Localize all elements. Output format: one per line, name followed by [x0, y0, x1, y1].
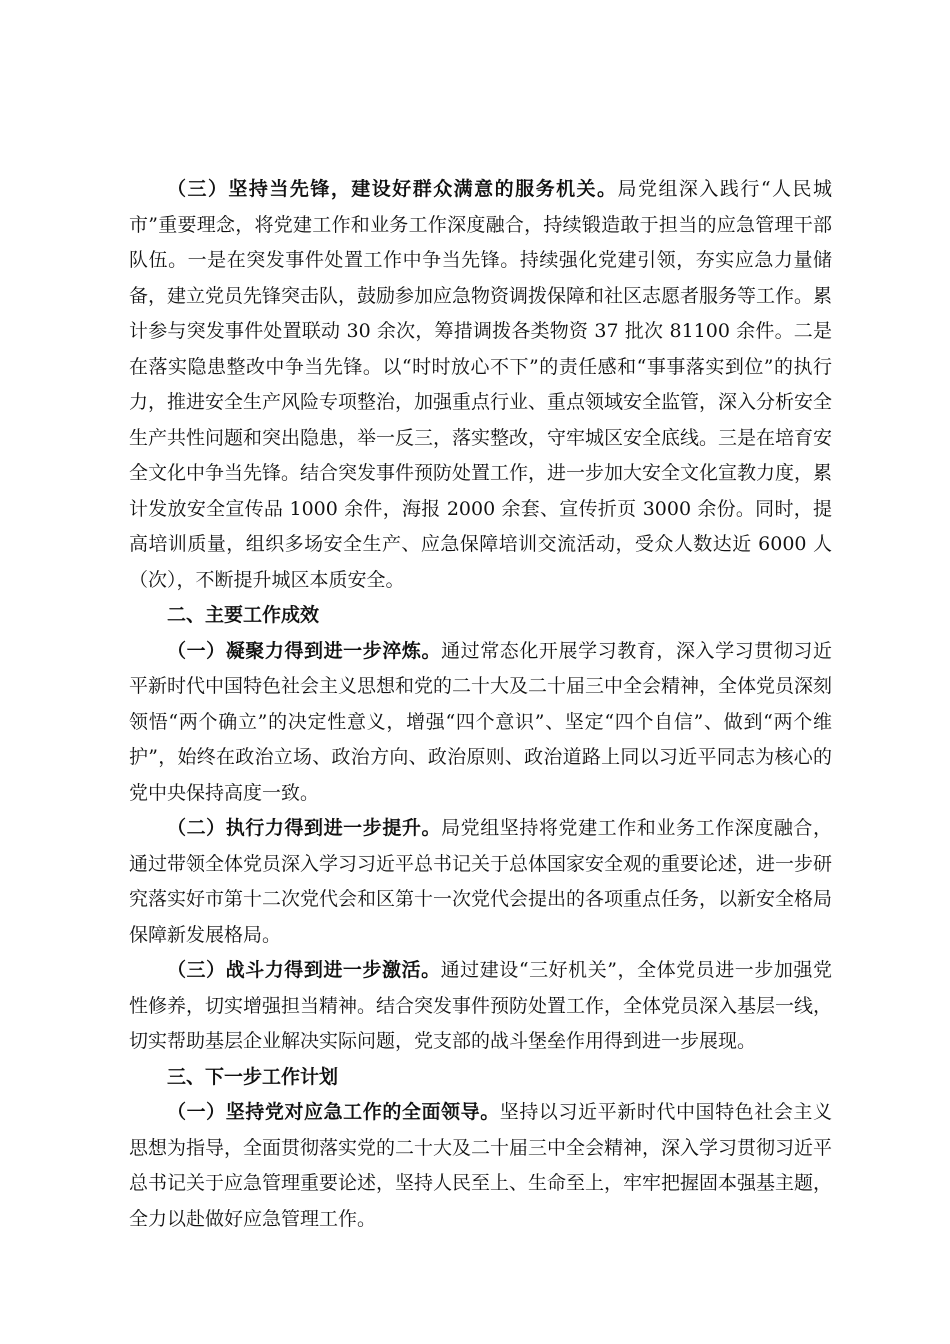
paragraph-lead: （二）执行力得到进一步提升。 — [167, 817, 442, 839]
paragraph-lead: （一）凝聚力得到进一步淬炼。 — [167, 639, 442, 662]
paragraph-party-leadership — [129, 1095, 832, 1237]
paragraph-text: 通过常态化开展学习教育，深入学习贯彻习近平新时代中国特色社会主义思想和党的二十大及二十届三中全会精神，全体党员深刻领悟“两个确立”的决定性意义，增强“四个意识”、坚定“四个自信”、做到“两个维护”，始终在政治立场、政治方向、政治原则、政治道路上同以习近平同志为核心的党中央保持高度一致。 — [129, 639, 833, 804]
section-heading-main-results: 二、主要工作成效 — [167, 604, 320, 626]
paragraph-text: 坚持以习近平新时代中国特色社会主义思想为指导，全面贯彻落实党的二十大及二十届三中全会精神，深入学习贯彻习近平总书记关于应急管理重要论述，坚持人民至上、生命至上，牢牢把握固本强基主题，全力以赴做好应急管理工作。 — [129, 1101, 833, 1230]
paragraph-text: 局党组坚持将党建工作和业务工作深度融合，通过带领全体党员深入学习习近平总书记关于总体国家安全观的重要论述，进一步研究落实好市第十二次党代会和区第十一次党代会提出的各项重点任务，以新安全格局保障新发展格局。 — [129, 817, 833, 946]
document-body — [129, 172, 832, 1237]
section-heading-next-plan: 三、下一步工作计划 — [167, 1065, 339, 1088]
paragraph-lead: （三）战斗力得到进一步激活。 — [167, 959, 441, 981]
paragraph-lead: （一）坚持党对应急工作的全面领导。 — [167, 1101, 500, 1123]
paragraph-text: 通过建设“三好机关”，全体党员进一步加强党性修养，切实增强担当精神。结合突发事件预防处置工作，全体党员深入基层一线，切实帮助基层企业解决实际问题，党支部的战斗堡垒作用得到进一步展现。 — [129, 959, 833, 1052]
paragraph-combat-effectiveness — [129, 953, 832, 1060]
paragraph-execution — [129, 811, 832, 953]
paragraph-cohesion — [129, 634, 832, 812]
paragraph-lead: （三）坚持当先锋，建设好群众满意的服务机关。 — [167, 178, 618, 200]
paragraph-service-organ — [129, 172, 832, 598]
paragraph-text: 局党组深入践行“人民城市”重要理念，将党建工作和业务工作深度融合，持续锻造敢于担当的应急管理干部队伍。一是在突发事件处置工作中争当先锋。持续强化党建引领，夯实应急力量储备，建立党员先锋突击队，鼓励参加应急物资调拨保障和社区志愿者服务等工作。累计参与突发事件处置联动 30 余次，筹措调拨各类物资 37 批次 81100 余件。二是在落实隐患整改中争当先锋。以“时时放心不下”的责任感和“事事落实到位”的执行力，推进安全生产风险专项整治，加强重点行业、重点领域安全监管，深入分析安全生产共性问题和突出隐患，举一反三，落实整改，守牢城区安全底线。三是在培育安全文化中争当先锋。结合突发事件预防处置工作，进一步加大安全文化宣教力度，累计发放安全宣传品 1000 余件，海报 2000 余套、宣传折页 3000 余份。同时，提高培训质量，组织多场安全生产、应急保障培训交流活动，受众人数达近 6000 人（次），不断提升城区本质安全。 — [129, 178, 833, 591]
